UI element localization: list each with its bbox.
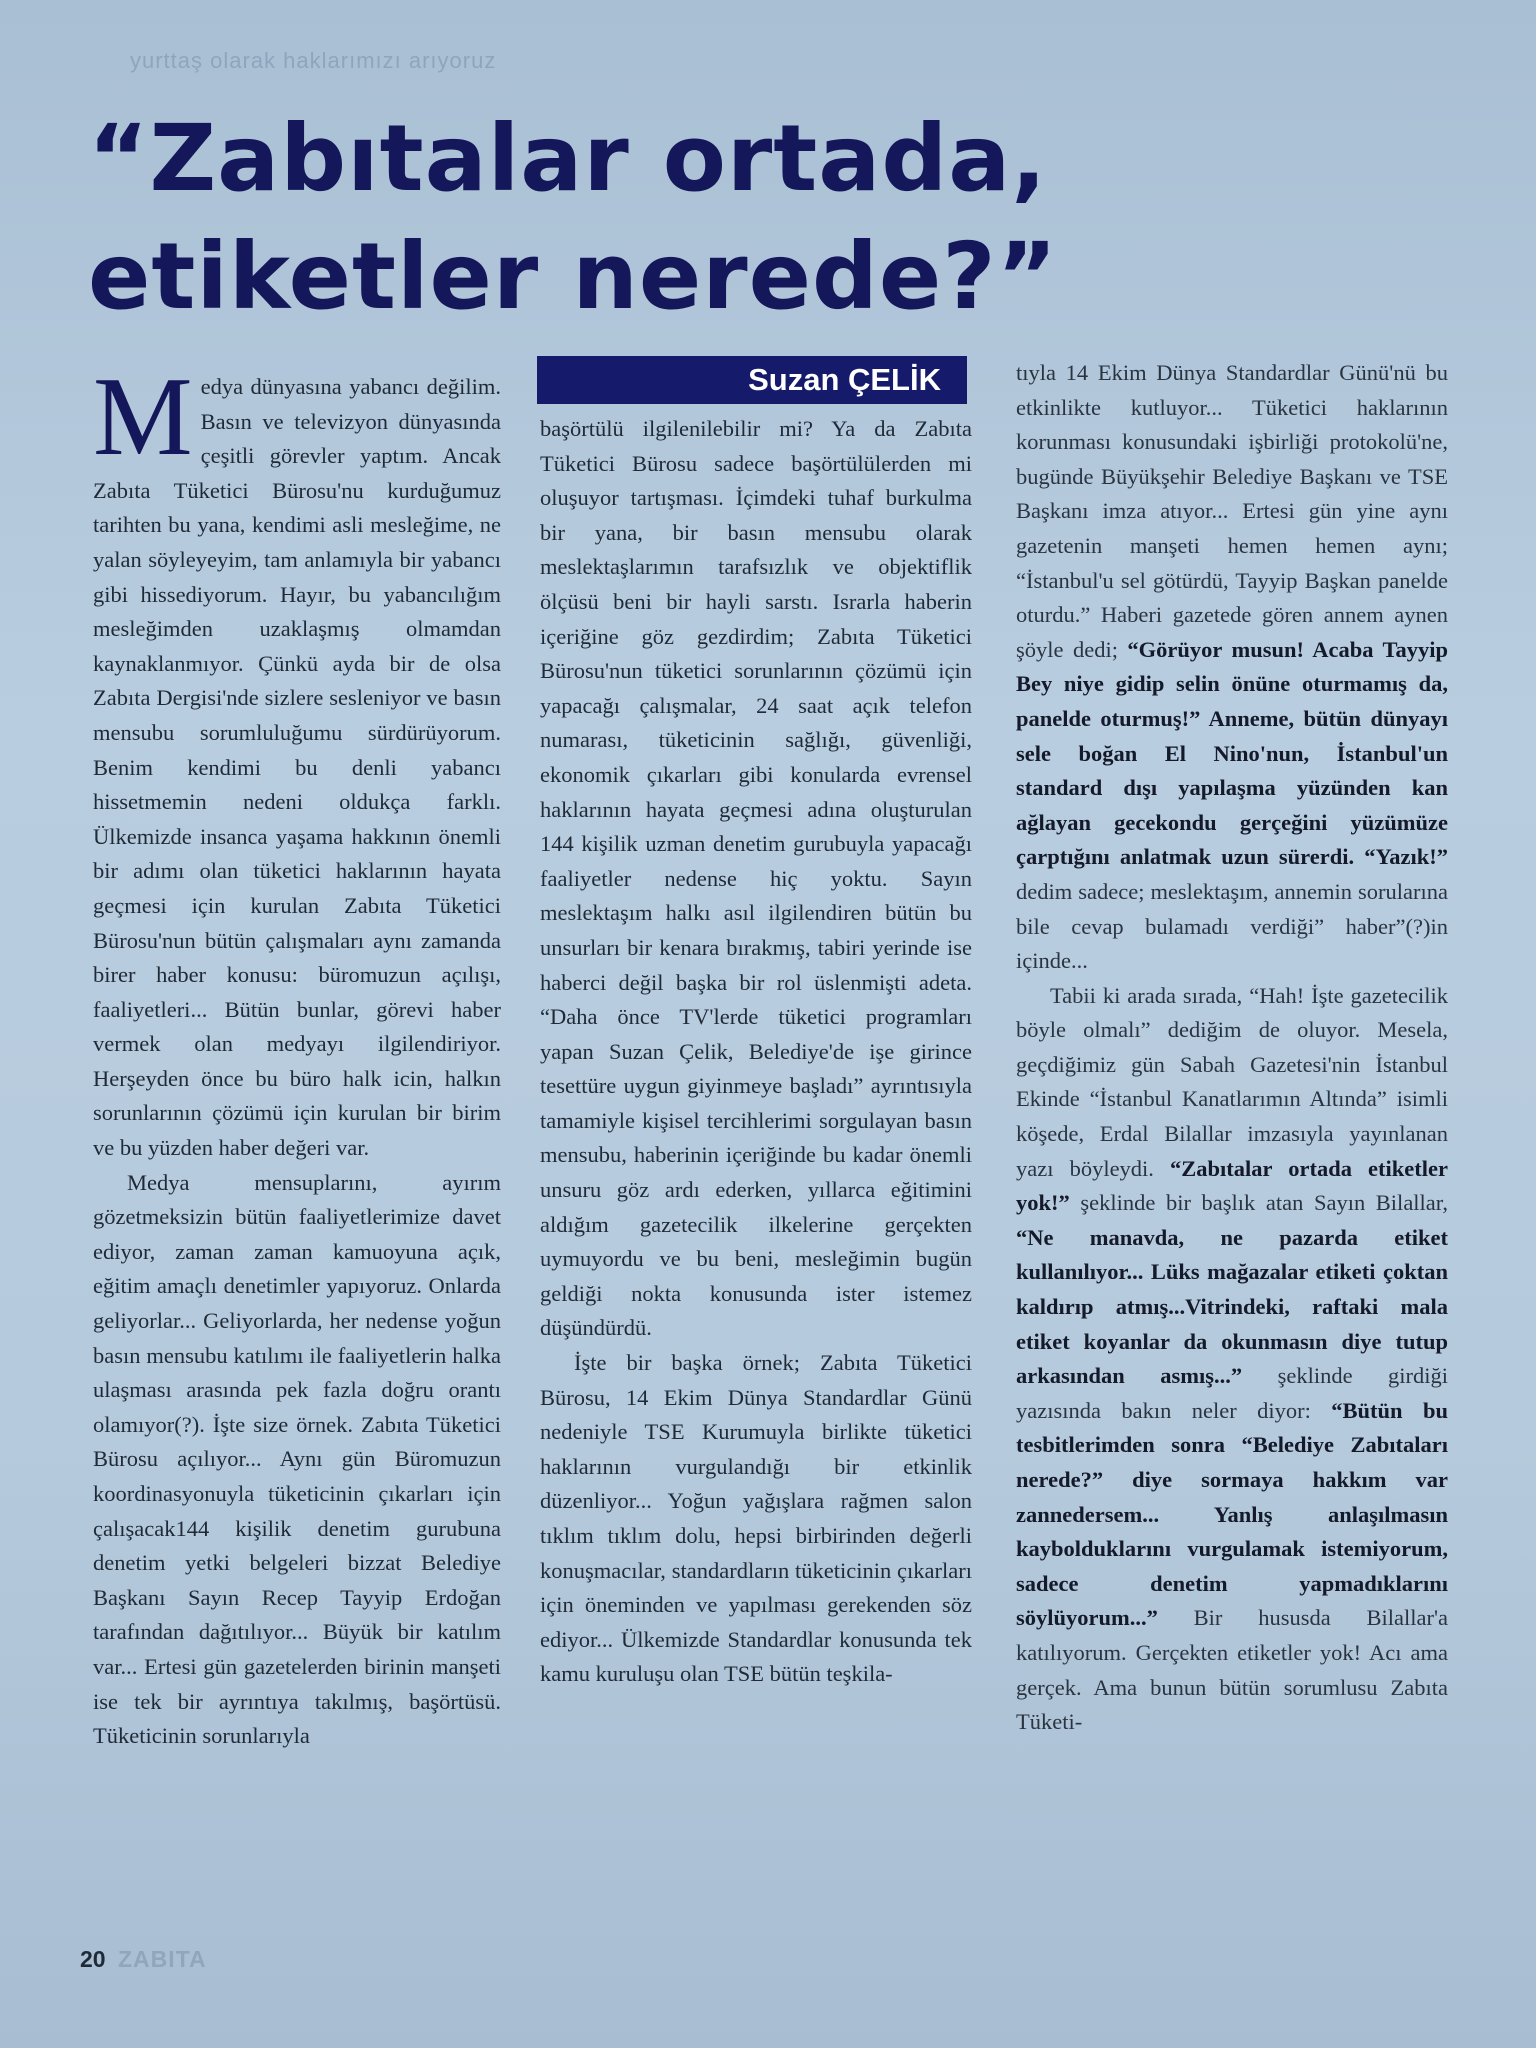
paragraph-text: dedim sadece; meslektaşım, annemin sorularına bile cevap bulamadı verdiği” haber”(?)in içinde... — [1016, 878, 1448, 974]
paragraph: başörtülü ilgilenilebilir mi? Ya da Zabıta Tüketici Bürosu sadece başörtülülerden mi oluşuyor tartışması. İçimdeki tuhaf burkulma bir yana, bir basın mensubu olarak meslektaşlarımın tarafsızlık ve objektiflik ölçüsü beni bir hayli sarstı. Israrla haberin içeriğine göz gezdirdim; Zabıta Tüketici Bürosu'nun tüketici sorunlarının çözümü için yapacağı çalışmalar, 24 saat açık telefon numarası, tüketicinin sağlığı, güvenliği, ekonomik çıkarları gibi konularda evrensel haklarının hayata geçmesi adına oluşturulan 144 kişilik uzman denetim gurubuyla yapacağı faaliyetler nedense hiç yoktu. Sayın meslektaşım halkı asıl ilgilendiren bütün bu unsurları bir kenara bırakmış, tabiri yerinde ise haberci değil başka bir rol üslenmişti adeta. “Daha önce TV'lerde tüketici programları yapan Suzan Çelik, Belediye'de işe girince tesettüre uygun giyinmeye başladı” ayrıntısıyla tamamiyle kişisel tercihlerimi sorgulayan basın mensubu, haberinin içeriğinde bu kadar önemli unsuru göz ardı ederken, yıllarca eğitimini aldığım gazetecilik ilkelerine gerçekten uymuyordu ve bu beni, mesleğimin bugün geldiği nokta konusunda ister istemez düşündürdü. — [540, 416, 972, 1341]
paragraph — [93, 355, 501, 1166]
paragraph: İşte bir başka örnek; Zabıta Tüketici Bürosu, 14 Ekim Dünya Standardlar Günü nedeniyle TSE Kurumuyla birlikte tüketici haklarının vurgulandığı bir etkinlik düzenliyor... Yoğun yağışlara rağmen salon tıklım tıklım dolu, hepsi birbirinden değerli konuşmacılar, standardların tüketicinin çıkarları için öneminden ve yapılması gerekenden söz ediyor... Ülkemizde Standardlar konusunda tek kamu kuruluşu olan TSE bütün teşkila- — [540, 1350, 972, 1687]
article-column-1 — [93, 355, 501, 1754]
article-column-3 — [1016, 356, 1448, 1740]
paragraph — [1016, 979, 1448, 1740]
page-number: 20 — [80, 1946, 106, 1972]
paragraph — [1016, 356, 1448, 979]
bold-quote: “Bütün bu tesbitlerimden sonra “Belediye Zabıtaları nerede?” diye sormaya hakkım var zannedersem... Yanlış anlaşılmasın kaybolduklarını vurgulamak istemiyorum, sadece denetim yapmadıklarını söylüyorum...” — [1016, 1397, 1448, 1631]
paragraph-text: tıyla 14 Ekim Dünya Standardlar Günü'nü bu etkinlikte kutluyor... Tüketici haklarının korunması konusundaki işbirliği protokolü'ne, bugünde Büyükşehir Belediye Başkanı ve TSE Başkanı imza atıyor... Ertesi gün yine aynı gazetenin manşeti hemen hemen aynı; “İstanbul'u sel götürdü, Tayyip Başkan panelde oturdu.” Haberi gazetede gören annem aynen şöyle dedi; — [1016, 360, 1448, 662]
author-byline: Suzan ÇELİK — [537, 356, 967, 404]
bold-quote: “Ne manavda, ne pazarda etiket kullanılıyor... Lüks mağazalar etiketi çoktan kaldırıp atmış...Vitrindeki, raftaki mala etiket koyanlar da okunmasın diye tutup arkasından asmış...” — [1016, 1224, 1448, 1389]
faded-header-text: yurttaş olarak haklarımızı arıyoruz — [130, 48, 497, 73]
article-column-2 — [540, 412, 972, 1692]
page-footer — [80, 1946, 207, 1976]
bold-quote: “Görüyor musun! Acaba Tayyip Bey niye gidip selin önüne oturmamış da, panelde oturmuş!” Anneme, bütün dünyayı sele boğan El Nino'nun, İstanbul'un standard dışı yapılaşma yüzünden kan ağlayan gecekondu gerçeğini yüzümüze çarptığını anlatmak uzun sürerdi. “Yazık!” — [1016, 636, 1448, 870]
headline-line-2: etiketler nerede?” — [88, 223, 1059, 330]
paragraph-text: edya dünyasına yabancı değilim. Basın ve televizyon dünyasında çeşitli görevler yaptım. Ancak Zabıta Tüketici Bürosu'nu kurduğumuz tarihten bu yana, kendimi asli mesleğime, ne yalan söyleyeyim, tam anlamıyla bir yabancı gibi hissediyorum. Hayır, bu yabancılığım mesleğimden uzaklaşmış olmamdan kaynaklanmıyor. Çünkü ayda bir de olsa Zabıta Dergisi'nde sizlere sesleniyor ve basın mensubu sorumluluğumu sürdürüyorum. Benim kendimi bu denli yabancı hissetmemin nedeni oldukça farklı. Ülkemizde insanca yaşama hakkının önemli bir adımı olan tüketici haklarının hayata geçmesi için kurulan Zabıta Tüketici Bürosu'nun bütün çalışmaları aynı zamanda birer haber konusu: büromuzun açılışı, faaliyetleri... Bütün bunlar, görevi haber vermek olan medyayı ilgilendiriyor. Herşeyden önce bu büro halk icin, halkın sorunlarının çözümü için kurulan bir birim ve bu yüzden haber değeri var. — [93, 374, 501, 1161]
magazine-name: ZABITA — [117, 1946, 207, 1972]
paragraph-text: Bir hususda Bilallar'a katılıyorum. Gerçekten etiketler yok! Acı ama gerçek. Ama bunun bütün sorumlusu Zabıta Tüketi- — [1016, 1605, 1448, 1735]
paragraph-text: şeklinde bir başlık atan Sayın Bilallar, — [1080, 1190, 1449, 1216]
headline — [88, 100, 1148, 336]
bold-quote: “Zabıtalar ortada etiketler yok!” — [1016, 1155, 1448, 1216]
drop-cap: M — [93, 355, 193, 479]
paragraph-text: şeklinde girdiği yazısında bakın neler diyor: — [1016, 1363, 1448, 1423]
paragraph: Medya mensuplarını, ayırım gözetmeksizin bütün faaliyetlerimize davet ediyor, zaman zaman kamuoyuna açık, eğitim amaçlı denetimler yapıyoruz. Onlarda geliyorlar... Geliyorlarda, her nedense yoğun basın mensubu katılımı ile faaliyetlerin halka ulaşması arasında pek fazla doğru orantı olamıyor(?). İşte size örnek. Zabıta Tüketici Bürosu açılıyor... Aynı gün Büromuzun koordinasyonuyla tüketicinin çıkarları için çalışacak144 kişilik denetim gurubuna denetim yetki belgeleri bizzat Belediye Başkanı Sayın Recep Tayyip Erdoğan tarafından dağıtılıyor... Büyük bir katılım var... Ertesi gün gazetelerden birinin manşeti ise tek bir ayrıntıya takılmış, başörtüsü. Tüketicinin sorunlarıyla — [93, 1169, 501, 1749]
headline-line-1: “Zabıtalar ortada, — [88, 105, 1048, 212]
paragraph-text: Tabii ki arada sırada, “Hah! İşte gazetecilik böyle olmalı” dediğim de oluyor. Mesela, geçdiğimiz gün Sabah Gazetesi'nin İstanbul Ekinde “İstanbul Kanatlarımın Altında” isimli köşede, Erdal Bilallar imzasıyla yayınlanan yazı böyleydi. — [1016, 982, 1448, 1181]
